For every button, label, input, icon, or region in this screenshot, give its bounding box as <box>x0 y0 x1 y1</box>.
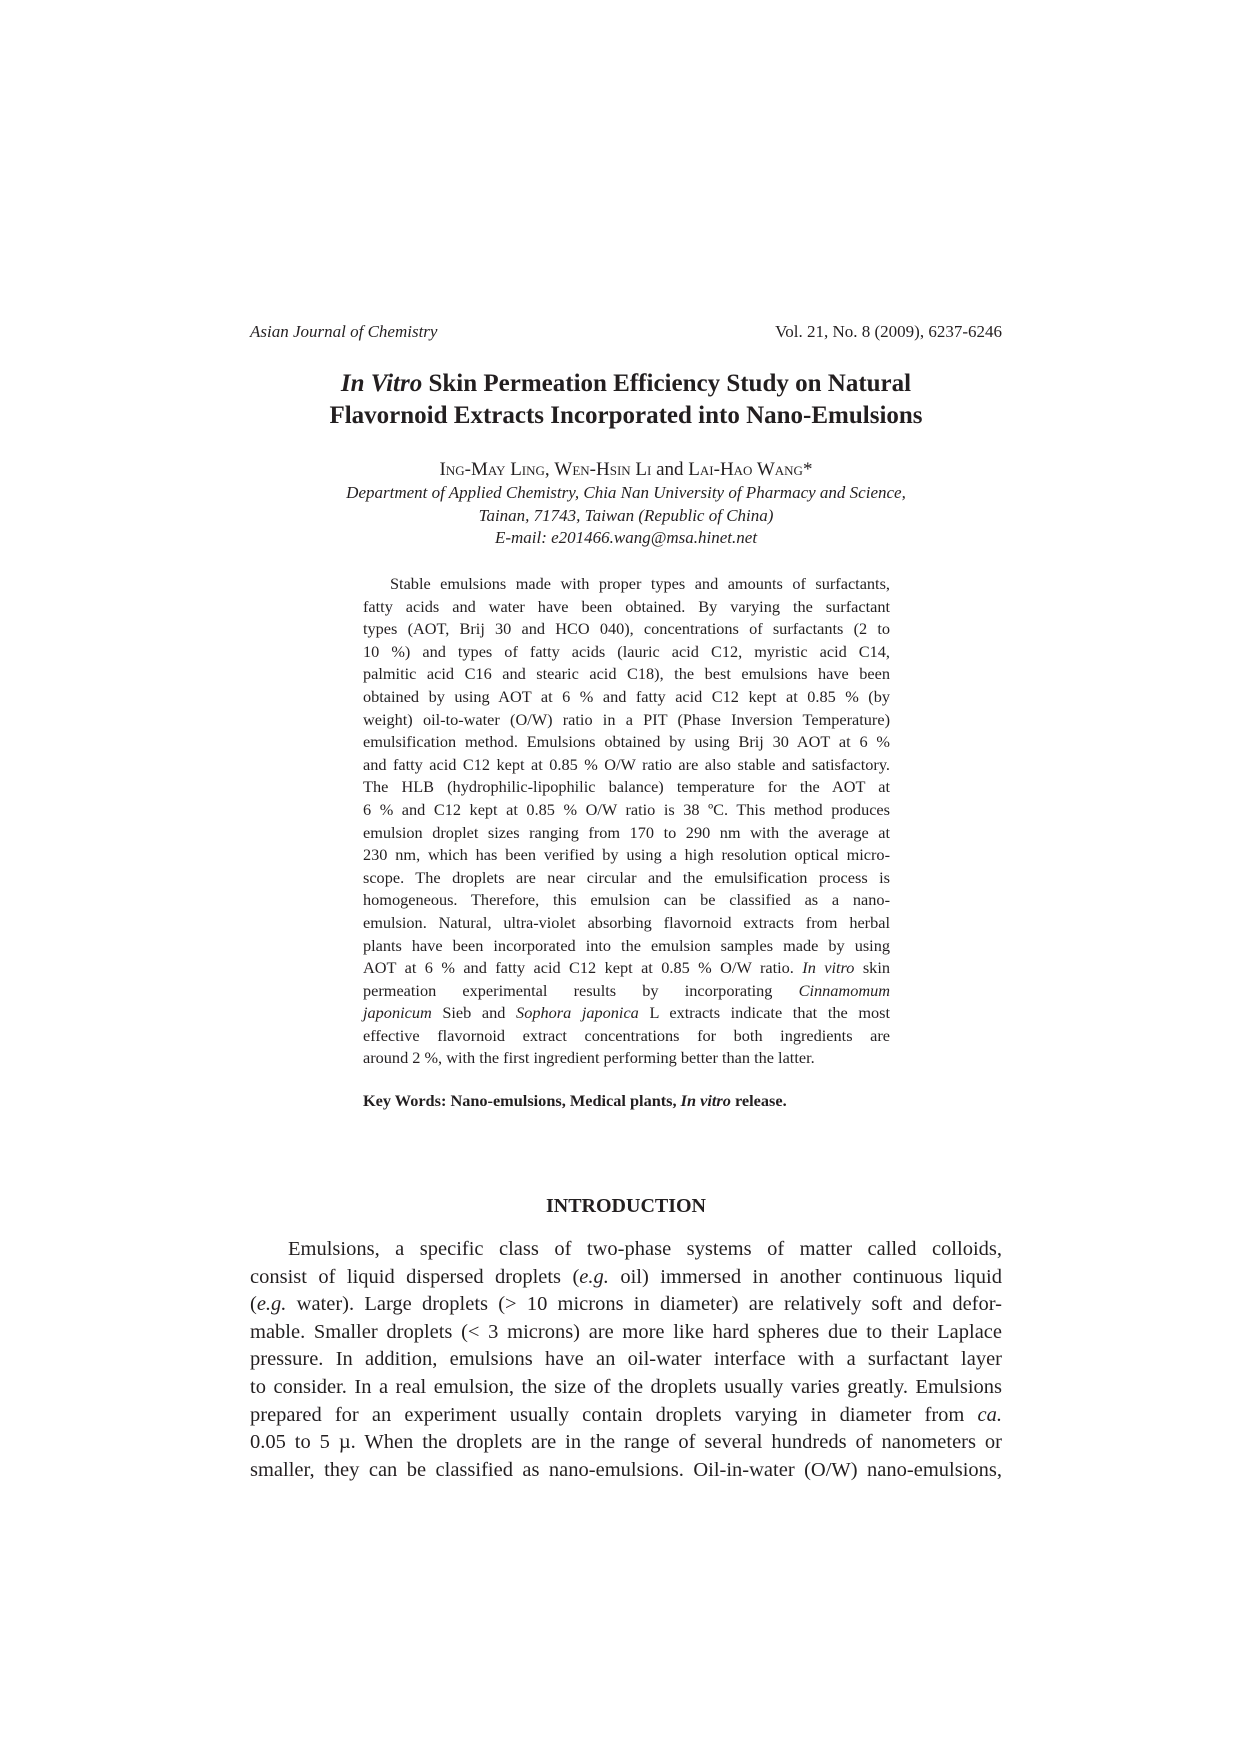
body-text: water). Large droplets (> 10 microns in diameter) are relatively soft and defor- <box>286 1293 1002 1316</box>
abstract-text: AOT at 6 % and fatty acid C12 kept at 0.85 % O/W ratio. <box>363 958 803 978</box>
author-sep-1: , <box>544 459 555 480</box>
introduction-body <box>250 1236 1002 1484</box>
body-line <box>250 1291 1002 1319</box>
paper-title <box>250 368 1002 432</box>
abstract-italic: In vitro <box>802 958 855 978</box>
journal-name: Asian Journal of Chemistry <box>250 322 438 341</box>
abstract-line: fatty acids and water have been obtained. By varying the surfactant <box>363 596 890 616</box>
abstract-line: obtained by using AOT at 6 % and fatty acid C12 kept at 0.85 % (by <box>363 686 890 706</box>
body-italic: e.g. <box>256 1293 287 1316</box>
abstract-italic: Sophora japonica <box>516 1003 639 1023</box>
body-line: smaller, they can be classified as nano-emulsions. Oil-in-water (O/W) nano-emulsions, <box>250 1458 1002 1481</box>
body-line: Emulsions, a specific class of two-phase systems of matter called colloids, <box>288 1238 1002 1260</box>
body-text: oil) immersed in another continuous liquid <box>608 1265 1002 1288</box>
author-3: Lai-Hao Wang <box>688 459 803 480</box>
abstract-line: emulsion. Natural, ultra-violet absorbing flavornoid extracts from herbal <box>363 912 890 932</box>
section-heading-introduction: INTRODUCTION <box>545 1195 707 1217</box>
abstract-italic: Cinnamomum <box>798 980 890 1000</box>
title-line-2: Flavornoid Extracts Incorporated into Nano-Emulsions <box>329 402 923 429</box>
abstract <box>363 573 890 1070</box>
abstract-line: 10 %) and types of fatty acids (lauric acid C12, myristic acid C14, <box>363 641 890 661</box>
body-line: mable. Smaller droplets (< 3 microns) are more like hard spheres due to their Laplace <box>250 1320 1002 1343</box>
body-text: consist of liquid dispersed droplets ( <box>250 1265 580 1288</box>
abstract-line: 230 nm, which has been verified by using a high resolution optical micro- <box>363 845 890 865</box>
keywords-rest: release. <box>730 1091 787 1110</box>
affiliation-line-2: Tainan, 71743, Taiwan (Republic of China) <box>478 505 774 525</box>
body-text: prepared for an experiment usually contain droplets varying in diameter from <box>250 1403 978 1426</box>
abstract-text: skin <box>854 958 890 978</box>
body-line <box>250 1264 1002 1292</box>
running-head <box>250 322 1002 346</box>
abstract-line: plants have been incorporated into the emulsion samples made by using <box>363 935 890 955</box>
authors <box>250 458 1002 482</box>
affiliation-line-1: Department of Applied Chemistry, Chia Nan University of Pharmacy and Science, <box>346 483 906 502</box>
author-1: Ing-May Ling <box>439 459 545 480</box>
affiliation <box>250 482 1002 550</box>
abstract-line: around 2 %, with the first ingredient performing better than the latter. <box>363 1048 815 1068</box>
abstract-line: palmitic acid C16 and stearic acid C18), the best emulsions have been <box>363 664 890 684</box>
abstract-line: effective flavornoid extract concentrations for both ingredients are <box>363 1025 890 1045</box>
abstract-line <box>363 1002 890 1025</box>
abstract-line: emulsion droplet sizes ranging from 170 to 290 nm with the average at <box>363 822 890 842</box>
author-2: Wen-Hsin Li <box>554 459 652 480</box>
abstract-text: permeation experimental results by incorporating <box>363 980 799 1000</box>
body-line: 0.05 to 5 µ. When the droplets are in the range of several hundreds of nanometers or <box>250 1431 1002 1454</box>
abstract-italic: japonicum <box>363 1003 432 1023</box>
body-line: to consider. In a real emulsion, the size of the droplets usually varies greatly. Emulsions <box>250 1375 1002 1398</box>
abstract-line: and fatty acid C12 kept at 0.85 % O/W ratio are also stable and satisfactory. <box>363 754 890 774</box>
abstract-line: emulsification method. Emulsions obtained by using Brij 30 AOT at 6 % <box>363 732 890 752</box>
title-line-1 <box>250 368 1002 400</box>
abstract-line: types (AOT, Brij 30 and HCO 040), concentrations of surfactants (2 to <box>363 619 890 639</box>
abstract-line <box>363 980 890 1003</box>
keywords-italic: In vitro <box>680 1091 731 1110</box>
body-text: ( <box>250 1293 257 1316</box>
body-line: pressure. In addition, emulsions have an oil-water interface with a surfactant layer <box>250 1348 1002 1371</box>
keywords <box>363 1091 890 1111</box>
body-line <box>250 1402 1002 1430</box>
author-sep-2: and <box>651 459 689 480</box>
email: E-mail: e201466.wang@msa.hinet.net <box>494 528 758 547</box>
abstract-text: Sieb and <box>431 1003 517 1023</box>
corresponding-mark: * <box>802 459 813 480</box>
title-italic: In Vitro <box>340 370 423 397</box>
abstract-line: homogeneous. Therefore, this emulsion can be classified as a nano- <box>363 890 890 910</box>
abstract-line <box>363 957 890 980</box>
body-italic: ca. <box>977 1403 1002 1426</box>
keywords-label: Key Words: Nano-emulsions, Medical plants, <box>363 1091 681 1110</box>
abstract-line: 6 % and C12 kept at 0.85 % O/W ratio is 38 ºC. This method produces <box>363 799 890 819</box>
title-line-1-rest: Skin Permeation Efficiency Study on Natural <box>422 370 912 397</box>
body-italic: e.g. <box>579 1265 609 1288</box>
volume-info: Vol. 21, No. 8 (2009), 6237-6246 <box>775 322 1002 341</box>
abstract-text: L extracts indicate that the most <box>638 1003 890 1023</box>
abstract-line: The HLB (hydrophilic-lipophilic balance) temperature for the AOT at <box>363 777 890 797</box>
abstract-line: scope. The droplets are near circular and the emulsification process is <box>363 867 890 887</box>
abstract-line: weight) oil-to-water (O/W) ratio in a PIT (Phase Inversion Temperature) <box>363 709 890 729</box>
abstract-line: Stable emulsions made with proper types and amounts of surfactants, <box>390 574 890 593</box>
